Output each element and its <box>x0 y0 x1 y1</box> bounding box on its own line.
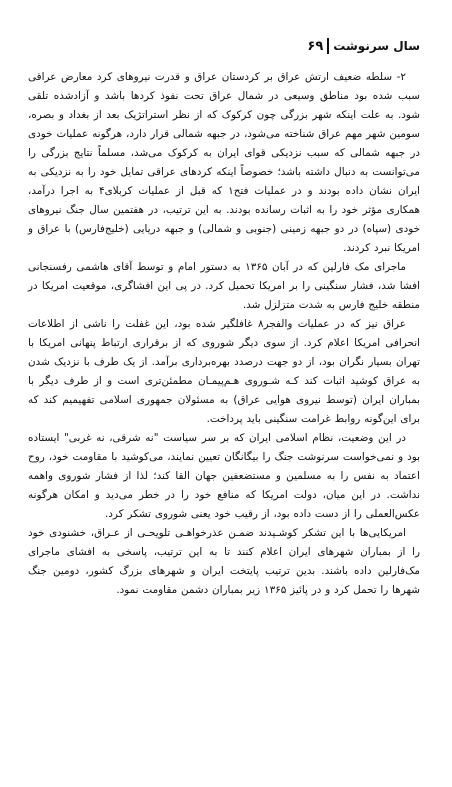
paragraph-4: در این وضعیت، نظام اسلامی ایران که بر سر سیاست "نه شرقی، نه غربی" ایستاده بود و نمی‌خواست سرنوشت جنگ را بیگانگان تعیین نمایند، می‌کوشید با مقاومت خود، روح اعتماد به نفس را به مسلمین و مستضعفین جهان القا کند؛ لذا از فشار شوروی واهمه نداشت. در این میان، دولت امریکا که منافع خود را در خطر می‌دید و امکان هرگونه عکس‌العملی را از دست داده بود، از رقیب خود یعنی شوروی تشکر کرد. <box>28 432 420 520</box>
header-separator <box>327 38 329 54</box>
book-title: سال سرنوشت <box>333 39 420 53</box>
paragraph-5: امریکایی‌ها با این تشکر کوشـیدند ضمـن عذرخواهـی تلویحـی از عـراق، خشنودی خود را از بمباران شهرهای ایران اعلام کنند تا به این ترتیب، پاسخی به افشای ماجرای مک‌فارلین داده باشند. بدین ترتیب پایتخت ایران و شهرهای بزرگ کشور، دومین جنگ شهرها را تحمل کرد و در پائیز ۱۳۶۵ زیر بمباران دشمن مقاومت نمود. <box>28 527 420 596</box>
paragraph-1: ۲- سلطه ضعیف ارتش عراق بر کردستان عراق و قدرت نیروهای کرد معارض عراقی سبب شده بود مناطق وسیعی در شمال عراق تحت نفوذ کردها باشد و آزادشده تلقی شود. به علت اینکه شهر بزرگی چون کرکوک که از نظر استراتژیک بعد از بغداد و بصره، سومین شهر مهم عراق شناخته می‌شود، در جبهه شمالی قرار دارد، هرگونه عملیات خودی در جبهه شمالی که سبب نزدیکی قوای ایران به کرکوک می‌شد، مسلماً نتایج بزرگی را می‌توانست به دنبال داشته باشد؛ خصوصاً اینکه کردهای عراقی تمایل خود را به نزدیکی به ایران نشان داده بودند و در عملیات فتح۱ که قبل از عملیات کربلای۴ به اجرا درآمد، همکاری مؤثر خود را به اثبات رسانده بودند. به این ترتیب، در هفتمین سال جنگ نیروهای خودی (سپاه) در دو جبهه زمینی (جنوبی و شمالی) و جبهه دریایی (خلیج‌فارس) با عراق و امریکا نبرد کردند. <box>28 71 420 254</box>
page-number: ۶۹ <box>307 38 324 54</box>
running-header <box>307 38 420 54</box>
paragraph-2: ماجرای مک فارلین که در آبان ۱۳۶۵ به دستور امام و توسط آقای هاشمی رفسنجانی افشا شد، فشار سنگینی را بر امریکا تحمیل کرد. در پی این افشاگری، موقعیت امریکا در منطقه خلیج فارس به شدت متزلزل شد. <box>28 261 420 311</box>
paragraph-3: عراق نیز که در عملیات والفجر۸ غافلگیر شده بود، این غفلت را ناشی از اطلاعات انحرافی امریکا اعلام کرد. از سوی دیگر شوروی که از برقراری ارتباط پنهانی امریکا با تهران بسیار نگران بود، از دو جهت درصدد بهره‌برداری برآمد. از یک طرف با نزدیک شدن به عراق کوشید اثبات کند کـه شـوروی هـم‌پیمـان مطمئن‌تری است و از طرف دیگر با بمباران ایران (توسط نیروی هوایی عراق) به مسئولان جمهوری اسلامی تفهیمیم کند که برای این‌گونه روابط غرامت سنگینی باید پرداخت. <box>28 318 420 425</box>
page-body <box>28 68 420 600</box>
